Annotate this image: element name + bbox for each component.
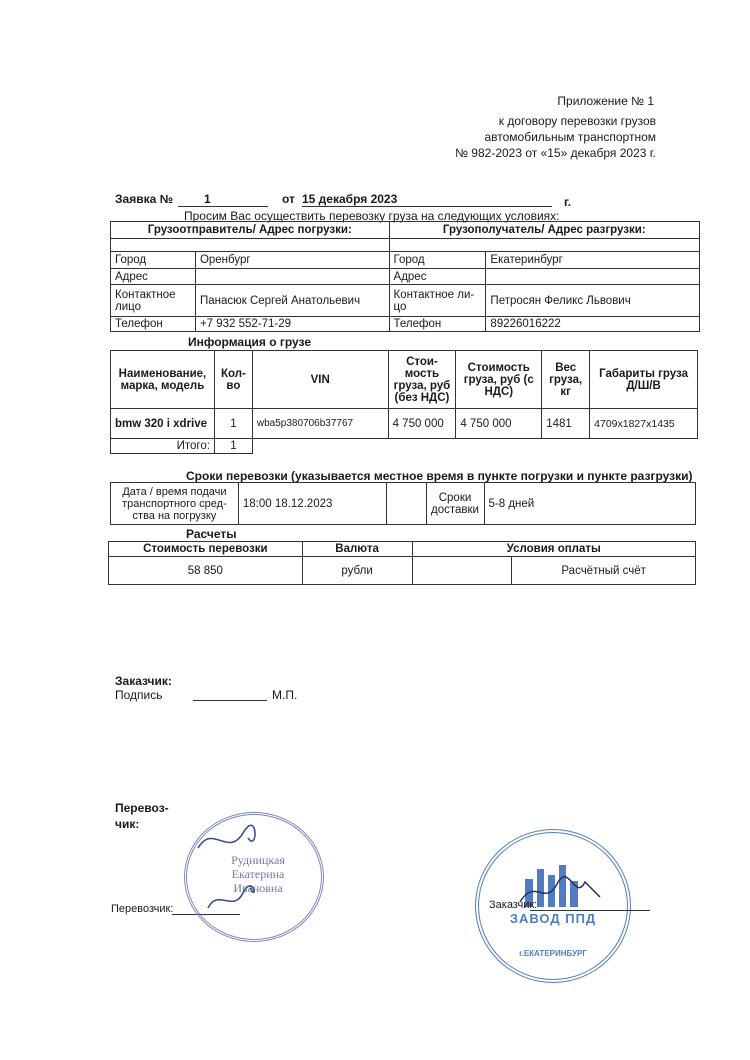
contract-line-3: № 982-2023 от «15» декабря 2023 г.	[455, 146, 656, 160]
parties-table	[110, 221, 700, 332]
request-intro: Просим Вас осуществить перевозку груза на следующих условиях:	[184, 209, 560, 223]
cargo-cost-no-vat: 4 750 000	[388, 409, 456, 439]
payments-empty-cell	[412, 557, 512, 585]
contract-line-2: автомобильным транспортном	[484, 130, 656, 144]
customer-signature-scribble	[515, 872, 605, 912]
terms-delivery-value: 5-8 дней	[484, 483, 696, 525]
customer-label-2: Заказчик:	[489, 899, 538, 911]
cargo-weight: 1481	[542, 409, 590, 439]
cargo-header-cost-no-vat: Стои-мость груза, руб (без НДС)	[388, 351, 456, 409]
sender-contact-label: Контактное лицо	[111, 285, 196, 317]
cargo-name: bmw 320 i xdrive	[111, 409, 215, 439]
receiver-city: Екатеринбург	[486, 252, 700, 269]
cargo-title: Информация о грузе	[188, 335, 312, 349]
payments-table	[108, 541, 696, 585]
cargo-dims: 4709x1827x1435	[590, 409, 698, 439]
receiver-contact-label: Контактное ли-цо	[389, 285, 486, 317]
receiver-city-label: Город	[389, 252, 486, 269]
payments-title: Расчеты	[186, 527, 237, 541]
cargo-vin: wba5p380706b37767	[252, 409, 388, 439]
terms-empty-cell	[386, 483, 426, 525]
sender-contact: Панасюк Сергей Анатольевич	[195, 285, 389, 317]
cargo-header-name: Наименование, марка, модель	[111, 351, 215, 409]
payments-header-terms: Условия оплаты	[412, 542, 695, 557]
customer-stamp-name: ЗАВОД ППД	[509, 911, 597, 926]
payments-cost: 58 850	[109, 557, 303, 585]
payments-terms: Расчётный счёт	[512, 557, 696, 585]
terms-table	[110, 482, 696, 525]
receiver-phone-label: Телефон	[389, 317, 486, 332]
signature-label: Подпись	[115, 688, 163, 702]
sender-city-label: Город	[111, 252, 196, 269]
sender-title: Грузоотправитель/ Адрес погрузки:	[111, 222, 390, 239]
carrier-title: Перевоз-чик:	[115, 801, 169, 831]
sender-city: Оренбург	[195, 252, 389, 269]
cargo-qty: 1	[214, 409, 252, 439]
receiver-address-label: Адрес	[389, 269, 486, 285]
mp-label: М.П.	[272, 688, 298, 702]
request-number: 1	[178, 192, 268, 207]
cargo-header-weight: Вес груза, кг	[542, 351, 590, 409]
cargo-header-vin: VIN	[252, 351, 388, 409]
customer-title: Заказчик:	[115, 674, 172, 688]
terms-delivery-label: Сроки доставки	[426, 483, 484, 525]
request-label: Заявка №	[115, 192, 173, 206]
contract-line-1: к договору перевозки грузов	[498, 114, 656, 128]
table-row	[111, 409, 698, 439]
payments-currency: рубли	[302, 557, 412, 585]
request-year-suffix: г.	[564, 195, 572, 209]
terms-title: Сроки перевозки (указывается местное время в пункте погрузки и пункте разгрузки)	[186, 469, 693, 483]
receiver-phone: 89226016222	[486, 317, 700, 332]
request-date: 15 декабря 2023	[302, 192, 552, 207]
sender-address	[195, 269, 389, 285]
sender-address-label: Адрес	[111, 269, 196, 285]
signature-line	[193, 700, 267, 701]
payments-header-cost: Стоимость перевозки	[109, 542, 303, 557]
receiver-contact: Петросян Феликс Львович	[486, 285, 700, 317]
cargo-header-cost-vat: Стоимость груза, руб (с НДС)	[456, 351, 542, 409]
receiver-address	[486, 269, 700, 285]
terms-submit-label: Дата / время подачи транспортного сред-ства на погрузку	[111, 483, 239, 525]
cargo-header-qty: Кол-во	[214, 351, 252, 409]
cargo-total-qty: 1	[214, 439, 252, 454]
receiver-title: Грузополучатель/ Адрес разгрузки:	[389, 222, 699, 239]
cargo-table	[110, 350, 698, 454]
carrier-label: Перевозчик:	[111, 903, 174, 915]
sender-phone: +7 932 552-71-29	[195, 317, 389, 332]
appendix-title: Приложение № 1	[557, 94, 654, 108]
cargo-cost-vat: 4 750 000	[456, 409, 542, 439]
customer-stamp-city: г.ЕКАТЕРИНБУРГ	[519, 949, 587, 958]
payments-header-currency: Валюта	[302, 542, 412, 557]
terms-submit-value: 18:00 18.12.2023	[238, 483, 386, 525]
sender-phone-label: Телефон	[111, 317, 196, 332]
carrier-signature-scribble	[188, 818, 268, 918]
cargo-header-dims: Габариты груза Д/Ш/В	[590, 351, 698, 409]
carrier-stamp-name: Рудницкая Екатерина Ивановна	[231, 853, 285, 895]
request-from-label: от	[282, 192, 295, 206]
cargo-total-label: Итого:	[111, 439, 215, 454]
